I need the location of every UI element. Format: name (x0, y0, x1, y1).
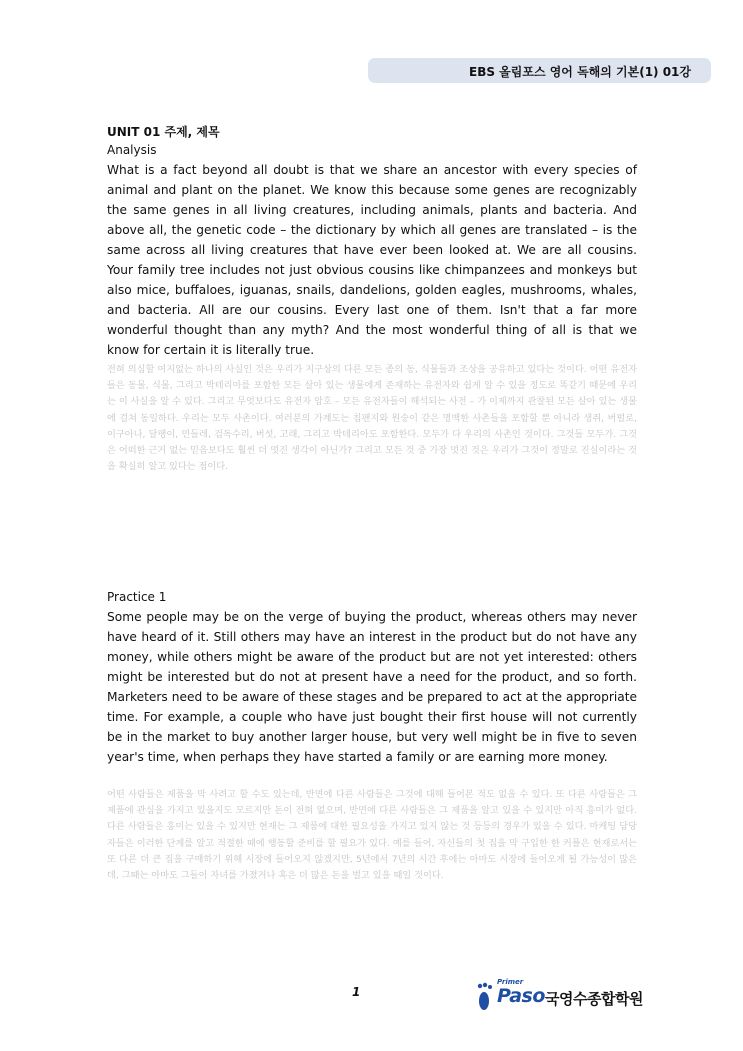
header-title: EBS 올림포스 영어 독해의 기본(1) 01강 (469, 65, 691, 79)
analysis-english-passage: What is a fact beyond all doubt is that we share an ancestor with every species of animal and plant on the planet. We know this because some genes are recognizably the same genes in all living creatures, including animals, plants and bacteria. And above all, the genetic code – the dictionary by which all genes are translated – is the same across all living creatures that have ever been looked at. We are all cousins. Your family tree includes not just obvious cousins like chimpanzees and monkeys but also mice, buffaloes, iguanas, snails, dandelions, golden eagles, mushrooms, whales, and bacteria. All are our cousins. Every last one of them. Isn't that a far more wonderful thought than any myth? And the most wonderful thing of all is that we know for certain it is literally true. (107, 163, 637, 357)
analysis-label: Analysis (107, 143, 157, 157)
page-number: 1 (352, 985, 361, 999)
header-banner (368, 58, 711, 83)
analysis-korean-translation: 전혀 의심할 여지없는 하나의 사실인 것은 우리가 지구상의 다른 모든 종의 동, 식물들과 조상을 공유하고 있다는 것이다. 어떤 유전자들은 동물, 식물, 그리고 박테리아를 포함한 모든 살아 있는 생물에게 존재하는 유전자와 쉽게 알 수 있을 정도로 똑같기 때문에 우리는 이 사실을 알 수 있다. 그리고 무엇보다도 유전자 암호 – 모든 유전자들이 해석되는 사전 – 가 이제까지 관찰된 모든 살아 있는 생물에 걸쳐 동일하다. 우리는 모두 사촌이다. 여러분의 가계도는 침팬지와 원숭이 같은 명백한 사촌들을 포함할 뿐 아니라 생쥐, 버펄로, 이구아나, 달팽이, 민들레, 검독수리, 버섯, 고래, 그리고 박테리아도 포함한다. 모두가 다 우리의 사촌인 것이다. 그것들 모두가. 그것은 어떠한 근거 없는 믿음보다도 훨씬 더 멋진 생각이 아닌가? 그리고 모든 것 중 가장 멋진 것은 우리가 그것이 정말로 진실이라는 것을 확실히 알고 있다는 점이다. (107, 364, 637, 473)
academy-logo (477, 978, 647, 1014)
logo-primer-text: Primer (497, 978, 524, 986)
logo-academy-name: 국영수종합학원 (545, 990, 643, 1008)
unit-title: UNIT 01 주제, 제목 (107, 125, 220, 139)
logo-paso-text: Paso (497, 985, 545, 1007)
practice-label: Practice 1 (107, 590, 167, 604)
practice-english-passage: Some people may be on the verge of buying the product, whereas others may never have heard of it. Still others may have an interest in the product but do not have any money, while others might be aware of the product but are not yet interested: others might be interested but do not at present have a need for the product, and so forth. Marketers need to be aware of these stages and be prepared to act at the appropriate time. For example, a couple who have just bought their first house will not currently be in the market to buy another larger house, but very well might be in five to seven year's time, when perhaps they have started a family or are earning more money. (107, 610, 637, 764)
practice-korean-translation: 어떤 사람들은 제품을 막 사려고 할 수도 있는데, 반면에 다른 사람들은 그것에 대해 들어본 적도 없을 수 있다. 또 다른 사람들은 그 제품에 관심을 가지고 있을지도 모르지만 돈이 전혀 없으며, 반면에 다른 사람들은 그 제품을 알고 있을 수 있지만 아직 흥미가 없다. 다른 사람들은 흥미는 있을 수 있지만 현재는 그 제품에 대한 필요성을 가지고 있지 않는 것 등등의 경우가 있을 수 있다. 마케팅 담당자들은 이러한 단계를 알고 적절한 때에 행동할 준비를 할 필요가 있다. 예를 들어, 자신들의 첫 집을 막 구입한 한 커플은 현재로서는 또 다른 더 큰 집을 구매하기 위해 시장에 들어오지 않겠지만, 5년에서 7년의 시간 후에는 아마도 시장에 들어오게 될 가능성이 많은데, 그때는 아마도 그들이 자녀를 가졌거나 혹은 더 많은 돈을 벌고 있을 때일 것이다. (107, 789, 637, 882)
